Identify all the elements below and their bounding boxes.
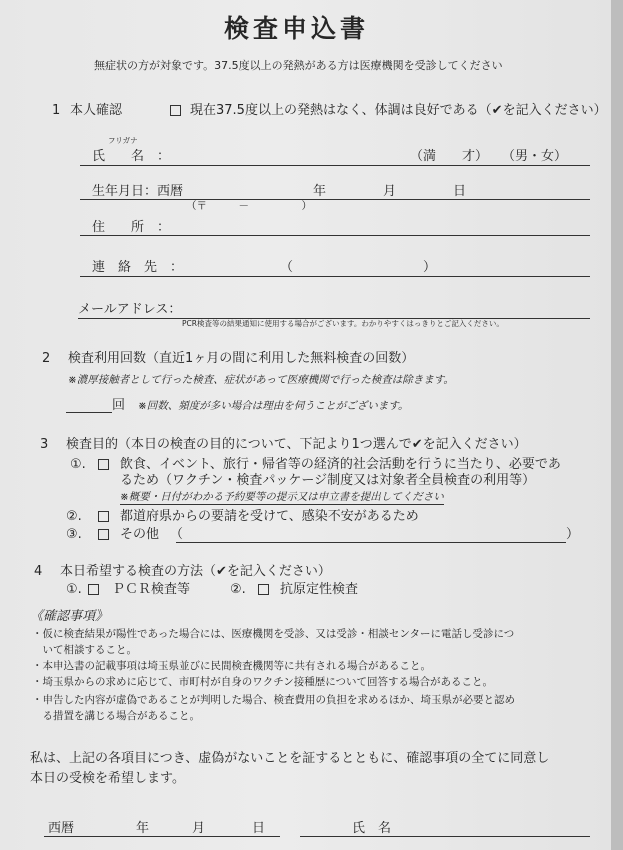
- contact-label: 連 絡 先 ：: [92, 260, 184, 275]
- purpose1-line1: 飲食、イベント、旅行・帰省等の経済的社会活動を行うに当たり、必要であ: [120, 457, 561, 472]
- pcr-label: ＰＣＲ検査等: [112, 582, 191, 597]
- age-label: （満 才）: [410, 149, 489, 164]
- section2-number: 2: [42, 351, 51, 366]
- confirm-item-3: ・埼玉県からの求めに応じて、市町村が自身のワクチン接種歴について回答する場合があること。: [32, 676, 494, 688]
- purpose3-label: その他: [120, 527, 160, 542]
- purpose1-number: ①.: [70, 457, 86, 472]
- confirm-item-1-cont: いて相談すること。: [32, 644, 137, 656]
- birth-day-label: 日: [453, 184, 467, 199]
- purpose1-checkbox[interactable]: [98, 459, 109, 470]
- pcr-checkbox[interactable]: [88, 584, 99, 595]
- purpose2-label: 都道府県からの要請を受けて、感染不安があるため: [120, 509, 419, 524]
- purpose2-number: ②.: [66, 509, 82, 524]
- furigana-label: フリガナ: [108, 136, 138, 145]
- signature-year: 年: [136, 821, 150, 836]
- birthdate-field[interactable]: [80, 199, 590, 200]
- purpose1-note: ※概要・日付がわかる予約要等の提示又は申立書を提出してください: [120, 491, 444, 503]
- section1-heading: 本人確認: [70, 103, 123, 118]
- section2-note: ※濃厚接触者として行った検査、症状があって医療機関で行った検査は除きます。: [68, 374, 454, 386]
- section3-number: 3: [40, 437, 49, 452]
- method2-number: ②.: [230, 582, 246, 597]
- section2-heading: 検査利用回数（直近1ヶ月の間に利用した無料検査の回数）: [68, 351, 415, 366]
- address-field[interactable]: [80, 235, 590, 236]
- antigen-checkbox[interactable]: [258, 584, 269, 595]
- declaration-line2: 本日の受検を希望します。: [30, 771, 185, 786]
- signature-day: 日: [252, 821, 266, 836]
- confirm-heading: 《確認事項》: [30, 609, 109, 624]
- name-label: 氏 名 ：: [92, 149, 171, 164]
- signature-name-field[interactable]: [300, 836, 590, 837]
- purpose1-line2: るため（ワクチン・検査パッケージ制度又は対象者全員検査の利用等）: [120, 473, 536, 488]
- page-edge: [611, 0, 623, 850]
- signature-name-label: 氏 名: [352, 821, 392, 836]
- address-label: 住 所 ：: [92, 220, 171, 235]
- postal-code-field[interactable]: （〒 － ）: [186, 200, 312, 212]
- birthdate-label: 生年月日：西暦: [92, 184, 184, 199]
- purpose3-number: ③.: [66, 527, 82, 542]
- purpose3-checkbox[interactable]: [98, 529, 109, 540]
- gender-label: （男・女）: [502, 149, 568, 164]
- fever-check-label: 現在37.5度以上の発熱はなく、体調は良好である（✔を記入ください）: [190, 103, 607, 118]
- test-count-unit: 回: [112, 398, 126, 413]
- contact-field[interactable]: [80, 276, 590, 277]
- confirm-item-2: ・本申込書の記載事項は埼玉県並びに民間検査機関等に共有される場合があること。: [32, 660, 431, 672]
- declaration-line1: 私は、上記の各項目につき、虚偽がないことを証するとともに、確認事項の全てに同意し: [30, 751, 550, 766]
- email-label: メールアドレス：: [78, 302, 182, 317]
- section4-heading: 本日希望する検査の方法（✔を記入ください）: [60, 564, 331, 579]
- confirm-item-4: ・申告した内容が虚偽であることが判明した場合、検査費用の負担を求めるほか、埼玉県が必要と認め: [32, 694, 515, 706]
- purpose2-checkbox[interactable]: [98, 511, 109, 522]
- section1-number: 1: [52, 103, 61, 118]
- birth-year-label: 年: [313, 184, 327, 199]
- form-subtitle: 無症状の方が対象です。37.5度以上の発熱がある方は医療機関を受診してください: [94, 59, 503, 72]
- confirm-item-4-cont: る措置を講じる場合があること。: [32, 710, 200, 722]
- birth-month-label: 月: [383, 184, 397, 199]
- section4-number: 4: [34, 564, 43, 579]
- antigen-label: 抗原定性検査: [280, 582, 359, 597]
- email-note: PCR検査等の結果通知に使用する場合がございます。わかりやすくはっきりとご記入ください。: [182, 319, 504, 328]
- contact-paren: （ ）: [280, 260, 437, 275]
- purpose3-paren-close: ）: [566, 527, 580, 542]
- test-count-field[interactable]: [66, 412, 112, 413]
- fever-checkbox[interactable]: [170, 105, 181, 116]
- method1-number: ①.: [66, 582, 82, 597]
- name-field[interactable]: [80, 165, 590, 166]
- signature-date-field[interactable]: [44, 836, 280, 837]
- signature-era: 西暦: [48, 821, 75, 836]
- purpose3-other-field[interactable]: [176, 542, 566, 543]
- confirm-item-1: ・仮に検査結果が陽性であった場合には、医療機関を受診、又は受診・相談センターに電話し受診につ: [32, 628, 515, 640]
- form-title: 検査申込書: [224, 14, 370, 43]
- section3-heading: 検査目的（本日の検査の目的について、下記より1つ選んで✔を記入ください）: [66, 437, 527, 452]
- signature-month: 月: [192, 821, 206, 836]
- test-count-note: ※回数、頻度が多い場合は理由を伺うことがございます。: [138, 400, 409, 412]
- purpose3-paren-open: （: [170, 527, 184, 542]
